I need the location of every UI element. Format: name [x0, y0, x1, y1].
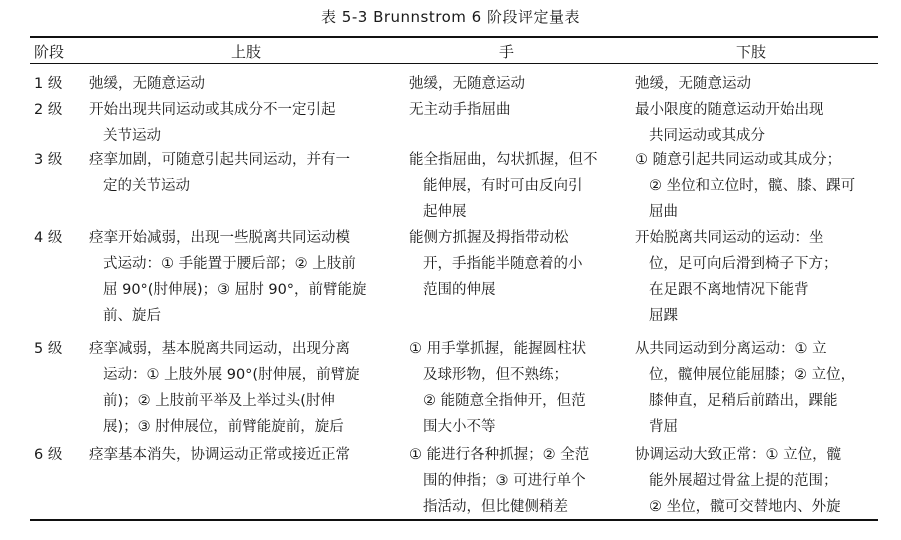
cell-line: ② 能随意全指伸开，但范	[423, 393, 586, 409]
cell-line: 能侧方抓握及拇指带动松	[409, 230, 569, 246]
cell-line: 运动：① 上肢外展 90°(肘伸展，前臂旋	[103, 367, 360, 383]
cell-line: 开始脱离共同运动的运动：坐	[635, 230, 824, 246]
cell-line: ② 坐位和立位时，髋、膝、踝可	[649, 178, 856, 194]
stage-cell: 1 级	[34, 76, 63, 92]
hand-cell	[409, 97, 621, 123]
cell-line: 前、旋后	[103, 308, 161, 324]
cell-line: 式运动：① 手能置于腰后部；② 上肢前	[103, 256, 356, 272]
upper-limb-cell	[89, 71, 407, 97]
cell-line: 位，髋伸展位能屈膝；② 立位，	[649, 367, 856, 383]
stage-cell: 2 级	[34, 102, 63, 118]
stage-cell: 4 级	[34, 230, 63, 246]
cell-line: 能伸展，有时可由反向引	[423, 178, 583, 194]
hand-cell	[409, 147, 621, 225]
lower-limb-cell	[635, 97, 875, 149]
cell-line: 能全指屈曲，勾状抓握，但不	[409, 152, 598, 168]
upper-limb-cell	[89, 225, 407, 329]
cell-line: 在足跟不离地情况下能背	[649, 282, 809, 298]
cell-line: 展)；③ 肘伸展位，前臂能旋前，旋后	[103, 419, 344, 435]
cell-line: 痉挛加剧，可随意引起共同运动，并有一	[89, 152, 350, 168]
cell-line: ① 能进行各种抓握；② 全范	[409, 447, 590, 463]
stage-cell: 3 级	[34, 152, 63, 168]
cell-line: 痉挛减弱，基本脱离共同运动，出现分离	[89, 341, 350, 357]
lower-limb-cell	[635, 225, 875, 329]
cell-line: 定的关节运动	[103, 178, 190, 194]
lower-limb-cell	[635, 71, 875, 97]
stage-cell: 6 级	[34, 447, 63, 463]
cell-line: 前)；② 上肢前平举及上举过头(肘伸	[103, 393, 335, 409]
cell-line: 从共同运动到分离运动：① 立	[635, 341, 827, 357]
upper-limb-cell	[89, 97, 407, 149]
cell-line: 开始出现共同运动或其成分不一定引起	[89, 102, 336, 118]
cell-line: 协调运动大致正常：① 立位，髋	[635, 447, 842, 463]
header-upper-limb: 上肢	[231, 43, 262, 61]
cell-line: 膝伸直，足稍后前踏出，踝能	[649, 393, 838, 409]
cell-line: 弛缓，无随意运动	[409, 76, 525, 92]
cell-line: ① 用手掌抓握，能握圆柱状	[409, 341, 587, 357]
cell-line: 最小限度的随意运动开始出现	[635, 102, 824, 118]
cell-line: 指活动，但比健侧稍差	[423, 499, 568, 515]
cell-line: 围的伸指；③ 可进行单个	[423, 473, 586, 489]
header-lower-limb: 下肢	[736, 43, 767, 61]
hand-cell	[409, 442, 621, 520]
cell-line: 弛缓，无随意运动	[89, 76, 205, 92]
hand-cell	[409, 336, 621, 440]
cell-line: 痉挛基本消失，协调运动正常或接近正常	[89, 447, 350, 463]
cell-line: 位，足可向后滑到椅子下方；	[649, 256, 838, 272]
bottom-rule	[30, 519, 878, 521]
lower-limb-cell	[635, 336, 875, 440]
cell-line: 开，手指能半随意着的小	[423, 256, 583, 272]
upper-limb-cell	[89, 147, 407, 199]
cell-line: 弛缓，无随意运动	[635, 76, 751, 92]
cell-line: 围大小不等	[423, 419, 496, 435]
lower-limb-cell	[635, 147, 875, 225]
cell-line: 背屈	[649, 419, 678, 435]
cell-line: ② 坐位，髋可交替地内、外旋	[649, 499, 841, 515]
top-rule	[30, 36, 878, 38]
table-title: 表 5-3 Brunnstrom 6 阶段评定量表	[321, 8, 580, 26]
lower-limb-cell	[635, 442, 875, 520]
cell-line: 屈 90°(肘伸展)；③ 屈肘 90°，前臂能旋	[103, 282, 367, 298]
hand-cell	[409, 225, 621, 303]
stage-cell: 5 级	[34, 341, 63, 357]
cell-line: 范围的伸展	[423, 282, 496, 298]
cell-line: 及球形物，但不熟练；	[423, 367, 568, 383]
upper-limb-cell	[89, 336, 407, 440]
cell-line: 屈踝	[649, 308, 678, 324]
cell-line: ① 随意引起共同运动或其成分；	[635, 152, 842, 168]
cell-line: 关节运动	[103, 128, 161, 144]
header-hand: 手	[499, 43, 515, 61]
header-stage: 阶段	[34, 43, 65, 61]
cell-line: 屈曲	[649, 204, 678, 220]
cell-line: 起伸展	[423, 204, 467, 220]
cell-line: 无主动手指屈曲	[409, 102, 511, 118]
cell-line: 能外展超过骨盆上提的范围；	[649, 473, 838, 489]
cell-line: 痉挛开始减弱，出现一些脱离共同运动模	[89, 230, 350, 246]
upper-limb-cell	[89, 442, 407, 468]
cell-line: 共同运动或其成分	[649, 128, 765, 144]
hand-cell	[409, 71, 621, 97]
header-rule	[30, 63, 878, 64]
